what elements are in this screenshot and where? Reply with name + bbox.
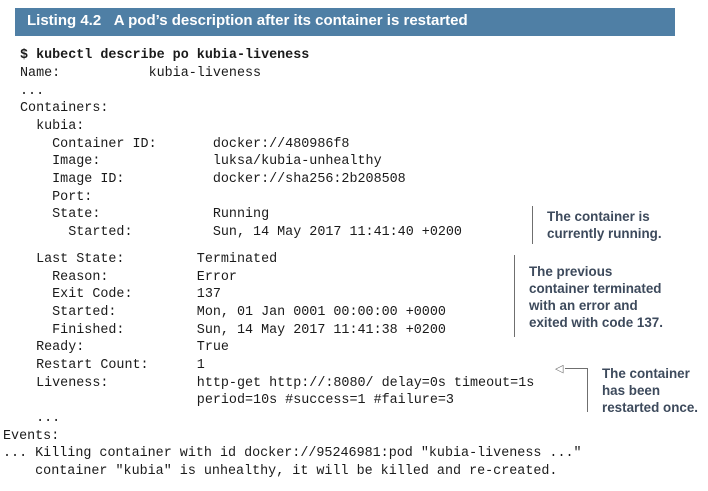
annotation-arrow-icon: ◁ [555,362,564,375]
annotation-previous-line-4: exited with code 137. [529,315,663,330]
annotation-previous-line-1: The previous [529,264,613,279]
code-line-last-state: Last State: Terminated [20,252,278,267]
code-line-event-killing: ... Killing container with id docker://95246981:pod "kubia-liveness ..." [3,446,582,461]
annotation-restarted-line-2: has been [602,383,661,398]
code-line-liveness-cont: period=10s #success=1 #failure=3 [20,393,454,408]
code-line-finished: Finished: Sun, 14 May 2017 11:41:38 +0200 [20,323,446,338]
annotation-previous-line-3: with an error and [529,298,638,313]
code-line-liveness: Liveness: http-get http://:8080/ delay=0s timeout=1s [20,376,535,391]
annotation-restarted-line-3: restarted once. [602,400,699,415]
annotation-running-line-1: The container is [547,209,650,224]
code-line-state: State: Running [20,207,270,222]
command-line: $ kubectl describe po kubia-liveness [20,48,310,63]
code-line-image-id: Image ID: docker://sha256:2b208508 [20,172,406,187]
code-line-state-started: Started: Sun, 14 May 2017 11:41:40 +0200 [20,225,462,240]
code-line-exit-code: Exit Code: 137 [20,287,221,302]
annotation-bracket-running [532,206,533,244]
annotation-restarted [602,365,698,416]
code-line-image: Image: luksa/kubia-unhealthy [20,154,382,169]
code-line-container-id: Container ID: docker://480986f8 [20,137,350,152]
code-line-port: Port: [20,190,93,205]
code-line-restart-count: Restart Count: 1 [20,358,205,373]
code-line-events: Events: [3,429,60,444]
annotation-previous-line-2: container terminated [529,281,662,296]
annotation-previous [529,263,663,331]
listing-title: A pod’s description after its container is restarted [113,12,468,29]
code-line-container-name: kubia: [20,119,85,134]
annotation-running-line-2: currently running. [547,226,662,241]
code-line-containers: Containers: [20,101,109,116]
code-line-reason: Reason: Error [20,270,237,285]
listing-heading [27,12,468,29]
annotation-bracket-previous [514,255,515,337]
code-line-ellipsis: ... [20,84,45,99]
annotation-bracket-restarted [587,368,588,412]
annotation-arrow-line [565,368,587,369]
annotation-restarted-line-1: The container [602,366,690,381]
code-line-last-started: Started: Mon, 01 Jan 0001 00:00:00 +0000 [20,305,446,320]
code-line-event-reason: container "kubia" is unhealthy, it will be killed and re-created. [3,464,558,479]
code-line-name: Name: kubia-liveness [20,66,262,81]
listing-label: Listing 4.2 [27,12,102,29]
code-line-ready: Ready: True [20,340,229,355]
code-line-ellipsis-2: ... [20,411,61,426]
annotation-running [547,208,662,242]
